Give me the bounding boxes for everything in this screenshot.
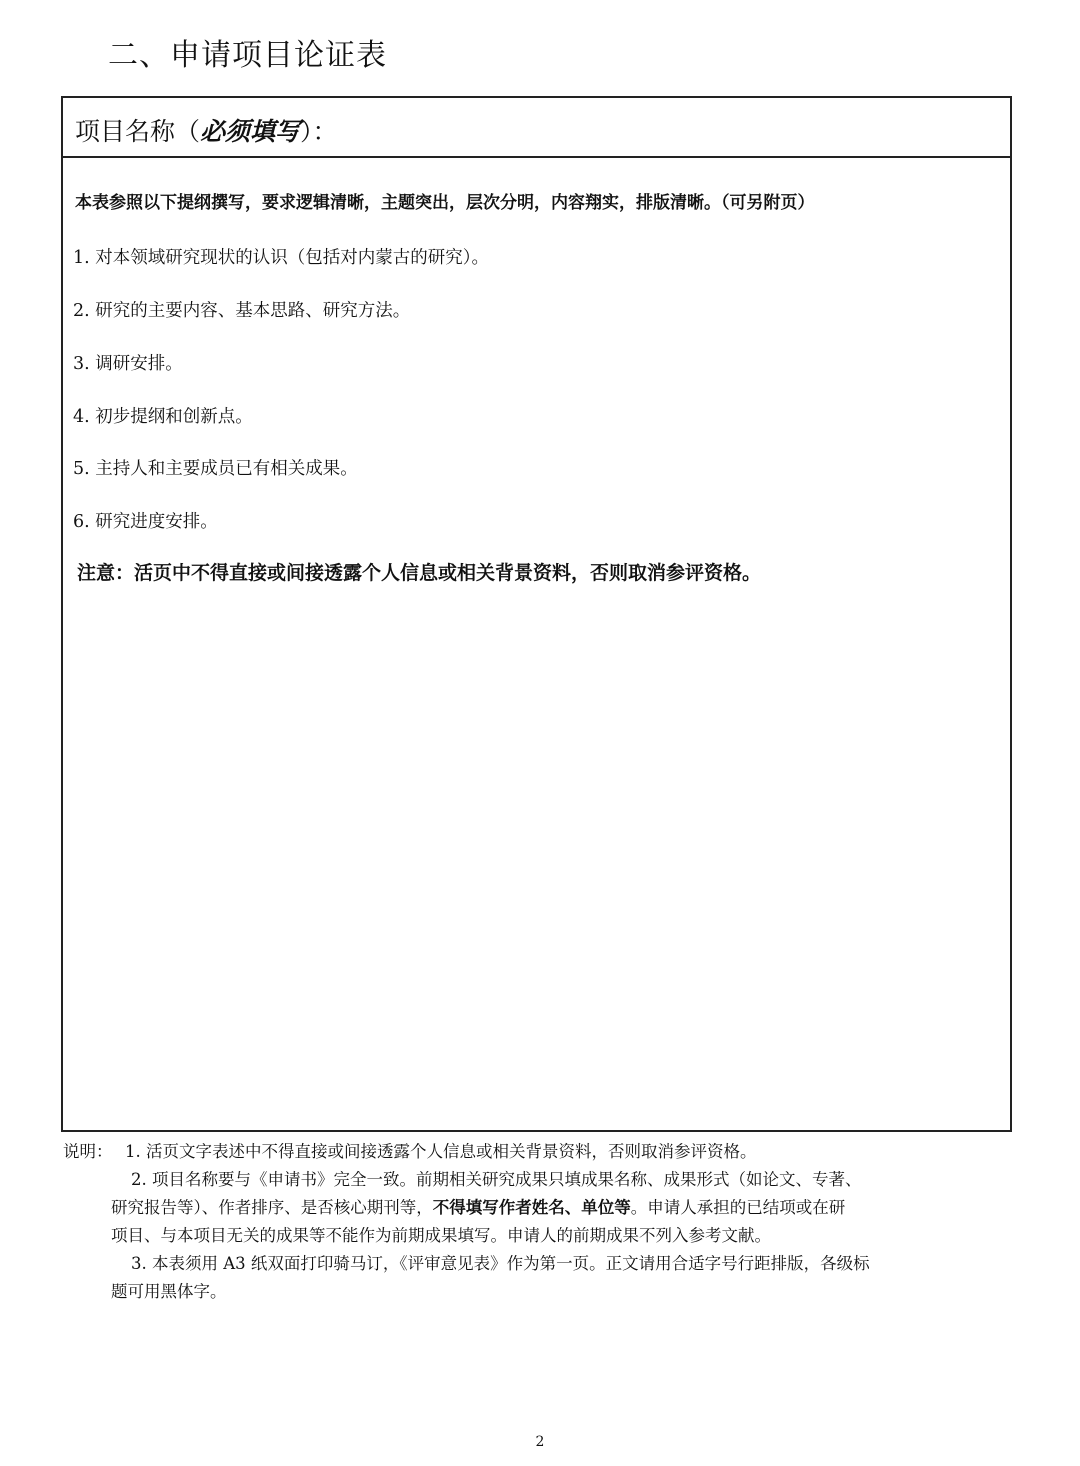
outline-item: 1. 对本领域研究现状的认识（包括对内蒙古的研究）。: [73, 248, 490, 268]
argument-form: [61, 96, 1012, 1132]
outline-item: 2. 研究的主要内容、基本思路、研究方法。: [73, 301, 411, 321]
instructions: [63, 1138, 1003, 1306]
instruction-item-1: 1. 活页文字表述中不得直接或间接透露个人信息或相关背景资料，否则取消参评资格。: [125, 1142, 757, 1161]
project-name-label-suffix: ）：: [300, 117, 338, 146]
instruction-item-3a: 3. 本表须用 A3 纸双面打印骑马订，《评审意见表》作为第一页。正文请用合适字号行距排版，各级标: [131, 1254, 870, 1273]
section-title: 二、申请项目论证表: [108, 38, 387, 73]
instruction-line: [63, 1194, 1003, 1222]
instruction-line: [63, 1138, 1003, 1166]
instruction-item-2b-bold: 不得填写作者姓名、单位等: [432, 1198, 631, 1217]
instruction-item-2b-pre: 研究报告等）、作者排序、是否核心期刊等，: [111, 1198, 433, 1217]
outline-item: 5. 主持人和主要成员已有相关成果。: [73, 459, 358, 479]
warning-note: 注意：活页中不得直接或间接透露个人信息或相关背景资料，否则取消参评资格。: [77, 562, 762, 584]
outline-item: 3. 调研安排。: [73, 354, 183, 374]
instruction-item-3b: 题可用黑体字。: [111, 1282, 227, 1301]
intro-text: 本表参照以下提纲撰写，要求逻辑清晰，主题突出，层次分明，内容翔实，排版清晰。（可另附页）: [75, 193, 815, 213]
project-name-label-text: 项目名称（: [75, 117, 201, 146]
instruction-item-2c: 项目、与本项目无关的成果等不能作为前期成果填写。申请人的前期成果不列入参考文献。: [111, 1226, 771, 1245]
outline-item: 4. 初步提纲和创新点。: [73, 407, 253, 427]
instruction-item-2a: 2. 项目名称要与《申请书》完全一致。前期相关研究成果只填成果名称、成果形式（如论文、专著、: [131, 1170, 862, 1189]
outline-item: 6. 研究进度安排。: [73, 512, 218, 532]
instructions-head: 说明：: [63, 1142, 113, 1161]
project-name-row[interactable]: [63, 98, 1010, 158]
page-number: 2: [535, 1434, 545, 1450]
project-name-label: [75, 112, 338, 148]
instruction-item-2b-post: 。申请人承担的已结项或在研: [630, 1198, 846, 1217]
required-mark: 必须填写: [200, 117, 301, 146]
